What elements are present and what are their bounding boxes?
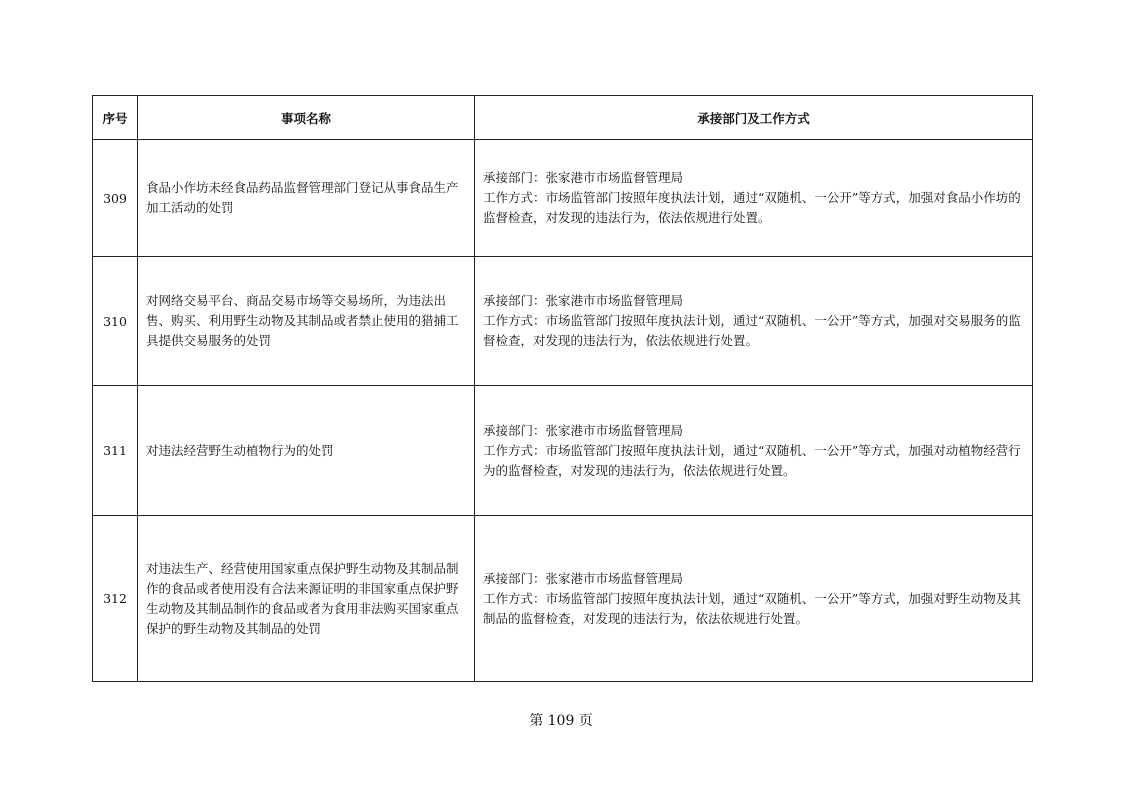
row-item-name: 食品小作坊未经食品药品监督管理部门登记从事食品生产加工活动的处罚 [138, 140, 475, 257]
table-row [93, 257, 1033, 386]
header-department-method: 承接部门及工作方式 [475, 96, 1033, 140]
row-item-name: 对网络交易平台、商品交易市场等交易场所，为违法出售、购买、利用野生动物及其制品或者禁止使用的猎捕工具提供交易服务的处罚 [138, 257, 475, 386]
row-department-method [475, 140, 1033, 257]
row-item-name: 对违法生产、经营使用国家重点保护野生动物及其制品制作的食品或者使用没有合法来源证明的非国家重点保护野生动物及其制品制作的食品或者为食用非法购买国家重点保护的野生动物及其制品的处罚 [138, 516, 475, 682]
table-row [93, 386, 1033, 516]
row-number: 312 [93, 516, 138, 682]
row-item-name: 对违法经营野生动植物行为的处罚 [138, 386, 475, 516]
row-department: 承接部门：张家港市市场监督管理局 [483, 422, 684, 438]
row-method: 工作方式：市场监管部门按照年度执法计划，通过“双随机、一公开”等方式，加强对动植物经营行为的监督检查，对发现的违法行为，依法依规进行处置。 [483, 442, 1021, 478]
row-method: 工作方式：市场监管部门按照年度执法计划，通过“双随机、一公开”等方式，加强对食品小作坊的监督检查，对发现的违法行为，依法依规进行处置。 [483, 190, 1021, 225]
row-method: 工作方式：市场监管部门按照年度执法计划，通过“双随机、一公开”等方式，加强对交易服务的监督检查，对发现的违法行为，依法依规进行处置。 [483, 313, 1021, 348]
table-row [93, 140, 1033, 257]
row-number: 311 [93, 386, 138, 516]
header-number: 序号 [93, 96, 138, 140]
row-department: 承接部门：张家港市市场监督管理局 [483, 170, 684, 185]
row-number: 309 [93, 140, 138, 257]
table-row [93, 516, 1033, 682]
row-department-method [475, 516, 1033, 682]
matters-table [92, 95, 1033, 682]
row-department: 承接部门：张家港市市场监督管理局 [483, 570, 684, 586]
row-method: 工作方式：市场监管部门按照年度执法计划，通过“双随机、一公开”等方式，加强对野生动物及其制品的监督检查，对发现的违法行为，依法依规进行处置。 [483, 590, 1021, 626]
row-number: 310 [93, 257, 138, 386]
row-department-method [475, 386, 1033, 516]
header-item-name: 事项名称 [138, 96, 475, 140]
row-department-method [475, 257, 1033, 386]
page-number: 第 109 页 [529, 713, 593, 729]
table-header-row [93, 96, 1033, 140]
row-department: 承接部门：张家港市市场监督管理局 [483, 293, 684, 308]
